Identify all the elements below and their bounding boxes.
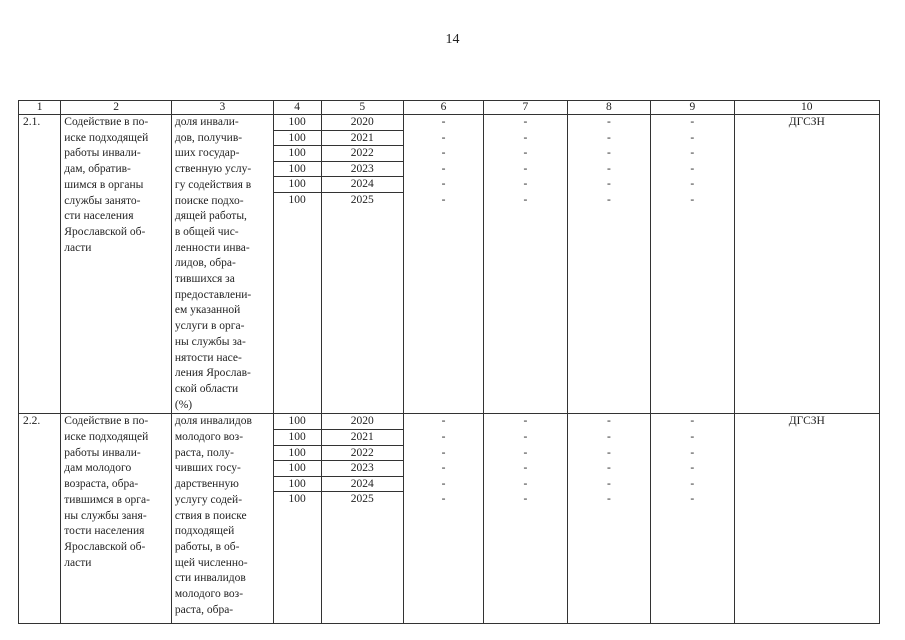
dash-value: - xyxy=(523,131,528,144)
sub-cell: 2024 xyxy=(322,476,403,492)
header-cell: 8 xyxy=(567,101,650,115)
text-line: дам, обратив- xyxy=(64,163,131,176)
text-line: сти населения xyxy=(64,210,134,223)
text-line: дам молодого xyxy=(64,462,132,475)
sub-cell: 100 xyxy=(274,115,321,130)
sub-cell: 2025 xyxy=(350,193,374,206)
text-line: ших государ- xyxy=(174,147,240,160)
dash-value: - xyxy=(441,193,446,206)
header-cell: 3 xyxy=(171,101,273,115)
text-line: раста, обра- xyxy=(174,603,234,616)
sub-cell: 2020 xyxy=(322,115,403,130)
col9-cell xyxy=(651,414,734,624)
dash-value: - xyxy=(441,430,446,443)
dash-value: - xyxy=(606,430,611,443)
measure-name xyxy=(61,115,172,414)
sub-table xyxy=(322,115,403,208)
sub-cell: 100 xyxy=(274,146,321,162)
dash-value: - xyxy=(690,162,695,175)
text-line: (%) xyxy=(174,398,193,411)
text-line: предоставлени- xyxy=(174,288,252,301)
text-line: сти инвалидов xyxy=(174,572,246,585)
text-line: молодого воз- xyxy=(174,431,244,444)
text-line: ствия в поиске xyxy=(174,509,247,522)
text-line: службы занято- xyxy=(64,194,141,207)
col8-cell xyxy=(567,414,650,624)
dash-value: - xyxy=(523,493,528,506)
text-line: тившимся в орга- xyxy=(64,493,150,506)
text-line: шимся в органы xyxy=(64,178,144,191)
sub-cell: 2020 xyxy=(322,414,403,429)
dash-value: - xyxy=(523,477,528,490)
dash-value: - xyxy=(523,162,528,175)
sub-cell: 100 xyxy=(274,161,321,177)
dash-value: - xyxy=(690,147,695,160)
text-line: тости населения xyxy=(64,525,145,538)
row-index: 2.2. xyxy=(19,414,61,624)
dash-value: - xyxy=(523,415,528,428)
sub-cell: 2021 xyxy=(322,429,403,445)
values-cell xyxy=(273,414,321,624)
text-line: ласти xyxy=(64,556,92,569)
text-line: Ярославской об- xyxy=(64,225,146,238)
dash-value: - xyxy=(606,193,611,206)
header-cell: 4 xyxy=(273,101,321,115)
col7-cell xyxy=(484,414,567,624)
text-line: молодого воз- xyxy=(174,588,244,601)
dash-value: - xyxy=(441,178,446,191)
text-line: дящей работы, xyxy=(174,210,247,223)
text-line: подходящей xyxy=(174,525,235,538)
text-line: чивших госу- xyxy=(174,462,241,475)
text-line: лидов, обра- xyxy=(174,257,236,270)
dash-value: - xyxy=(523,446,528,459)
text-line: ской области xyxy=(174,382,239,395)
text-line: дов, получив- xyxy=(174,131,243,144)
sub-cell: 2025 xyxy=(350,493,374,506)
dash-value: - xyxy=(690,446,695,459)
dash-value: - xyxy=(523,193,528,206)
text-line: ны службы за- xyxy=(174,335,246,348)
text-line: дарственную xyxy=(174,478,239,491)
measure-name xyxy=(61,414,172,624)
dash-value: - xyxy=(441,477,446,490)
table-row xyxy=(19,414,880,624)
dash-value: - xyxy=(690,178,695,191)
dash-value: - xyxy=(690,116,695,128)
dash-value: - xyxy=(523,462,528,475)
sub-cell: 2022 xyxy=(322,445,403,461)
text-line: щей численно- xyxy=(174,556,248,569)
dash-value: - xyxy=(523,147,528,160)
indicator-text xyxy=(171,115,273,414)
sub-cell: 2023 xyxy=(322,461,403,477)
dash-value: - xyxy=(606,415,611,428)
text-line: возраста, обра- xyxy=(64,478,139,491)
dash-value: - xyxy=(606,462,611,475)
header-row xyxy=(19,101,880,115)
dash-value: - xyxy=(523,116,528,128)
page-number: 14 xyxy=(445,32,460,47)
sub-cell: 100 xyxy=(274,429,321,445)
dash-value: - xyxy=(690,477,695,490)
dash-value: - xyxy=(690,193,695,206)
dash-value: - xyxy=(690,462,695,475)
sub-cell: 2024 xyxy=(322,177,403,193)
dash-value: - xyxy=(606,147,611,160)
sub-cell: 100 xyxy=(274,445,321,461)
sub-table xyxy=(274,115,321,208)
text-line: иске подходящей xyxy=(64,431,149,444)
dash-value: - xyxy=(606,446,611,459)
dash-value: - xyxy=(523,178,528,191)
dash-value: - xyxy=(441,462,446,475)
dash-value: - xyxy=(690,131,695,144)
text-line: работы инвали- xyxy=(64,446,141,459)
dash-value: - xyxy=(606,178,611,191)
dash-value: - xyxy=(441,493,446,506)
text-line: иске подходящей xyxy=(64,131,149,144)
dash-value: - xyxy=(690,430,695,443)
dash-value: - xyxy=(441,162,446,175)
header-cell: 7 xyxy=(484,101,567,115)
text-line: услуги в орга- xyxy=(174,320,245,333)
sub-table xyxy=(322,414,403,507)
header-cell: 9 xyxy=(651,101,734,115)
text-line: в общей чис- xyxy=(174,225,239,238)
header-cell: 1 xyxy=(19,101,61,115)
row-index: 2.1. xyxy=(19,115,61,414)
header-cell: 10 xyxy=(734,101,879,115)
sub-cell: 100 xyxy=(274,476,321,492)
text-line: доля инвали- xyxy=(174,116,239,128)
sub-cell: 100 xyxy=(274,414,321,429)
dash-value: - xyxy=(441,446,446,459)
header-cell: 6 xyxy=(403,101,483,115)
text-line: раста, полу- xyxy=(174,446,234,459)
col8-cell xyxy=(567,115,650,414)
text-line: тившихся за xyxy=(174,273,235,286)
dash-value: - xyxy=(523,430,528,443)
text-line: ственную услу- xyxy=(174,163,252,176)
dash-value: - xyxy=(606,116,611,128)
dash-value: - xyxy=(606,162,611,175)
sub-table xyxy=(274,414,321,507)
dash-value: - xyxy=(690,493,695,506)
sub-cell: 100 xyxy=(288,493,306,506)
text-line: ны службы заня- xyxy=(64,509,147,522)
text-line: поиске подхо- xyxy=(174,194,244,207)
years-cell xyxy=(321,414,403,624)
text-line: работы, в об- xyxy=(174,540,240,553)
dash-value: - xyxy=(441,131,446,144)
header-cell: 5 xyxy=(321,101,403,115)
text-line: работы инвали- xyxy=(64,147,141,160)
sub-cell: 100 xyxy=(274,177,321,193)
dash-value: - xyxy=(690,415,695,428)
program-table xyxy=(18,100,880,624)
sub-cell: 100 xyxy=(288,193,306,206)
text-line: доля инвалидов xyxy=(174,415,252,428)
dash-value: - xyxy=(441,415,446,428)
text-line: Содействие в по- xyxy=(64,415,149,428)
text-line: Содействие в по- xyxy=(64,116,149,128)
sub-cell: 2021 xyxy=(322,130,403,146)
responsible-cell: ДГСЗН xyxy=(734,115,879,414)
col6-cell xyxy=(403,115,483,414)
dash-value: - xyxy=(606,477,611,490)
text-line: ем указанной xyxy=(174,304,241,317)
sub-cell: 100 xyxy=(274,461,321,477)
text-line: ленности инва- xyxy=(174,241,250,254)
dash-value: - xyxy=(441,147,446,160)
sub-cell: 2023 xyxy=(322,161,403,177)
years-cell xyxy=(321,115,403,414)
col9-cell xyxy=(651,115,734,414)
header-cell: 2 xyxy=(61,101,172,115)
responsible-cell: ДГСЗН xyxy=(734,414,879,624)
text-line: ления Ярослав- xyxy=(174,367,251,380)
text-line: Ярославской об- xyxy=(64,540,146,553)
dash-value: - xyxy=(606,131,611,144)
values-cell xyxy=(273,115,321,414)
col7-cell xyxy=(484,115,567,414)
text-line: гу содействия в xyxy=(174,178,252,191)
sub-cell: 100 xyxy=(274,130,321,146)
dash-value: - xyxy=(441,116,446,128)
text-line: нятости насе- xyxy=(174,351,242,364)
text-line: ласти xyxy=(64,241,92,254)
dash-value: - xyxy=(606,493,611,506)
text-line: услугу содей- xyxy=(174,493,243,506)
sub-cell: 2022 xyxy=(322,146,403,162)
indicator-text xyxy=(171,414,273,624)
table-row xyxy=(19,115,880,414)
col6-cell xyxy=(403,414,483,624)
